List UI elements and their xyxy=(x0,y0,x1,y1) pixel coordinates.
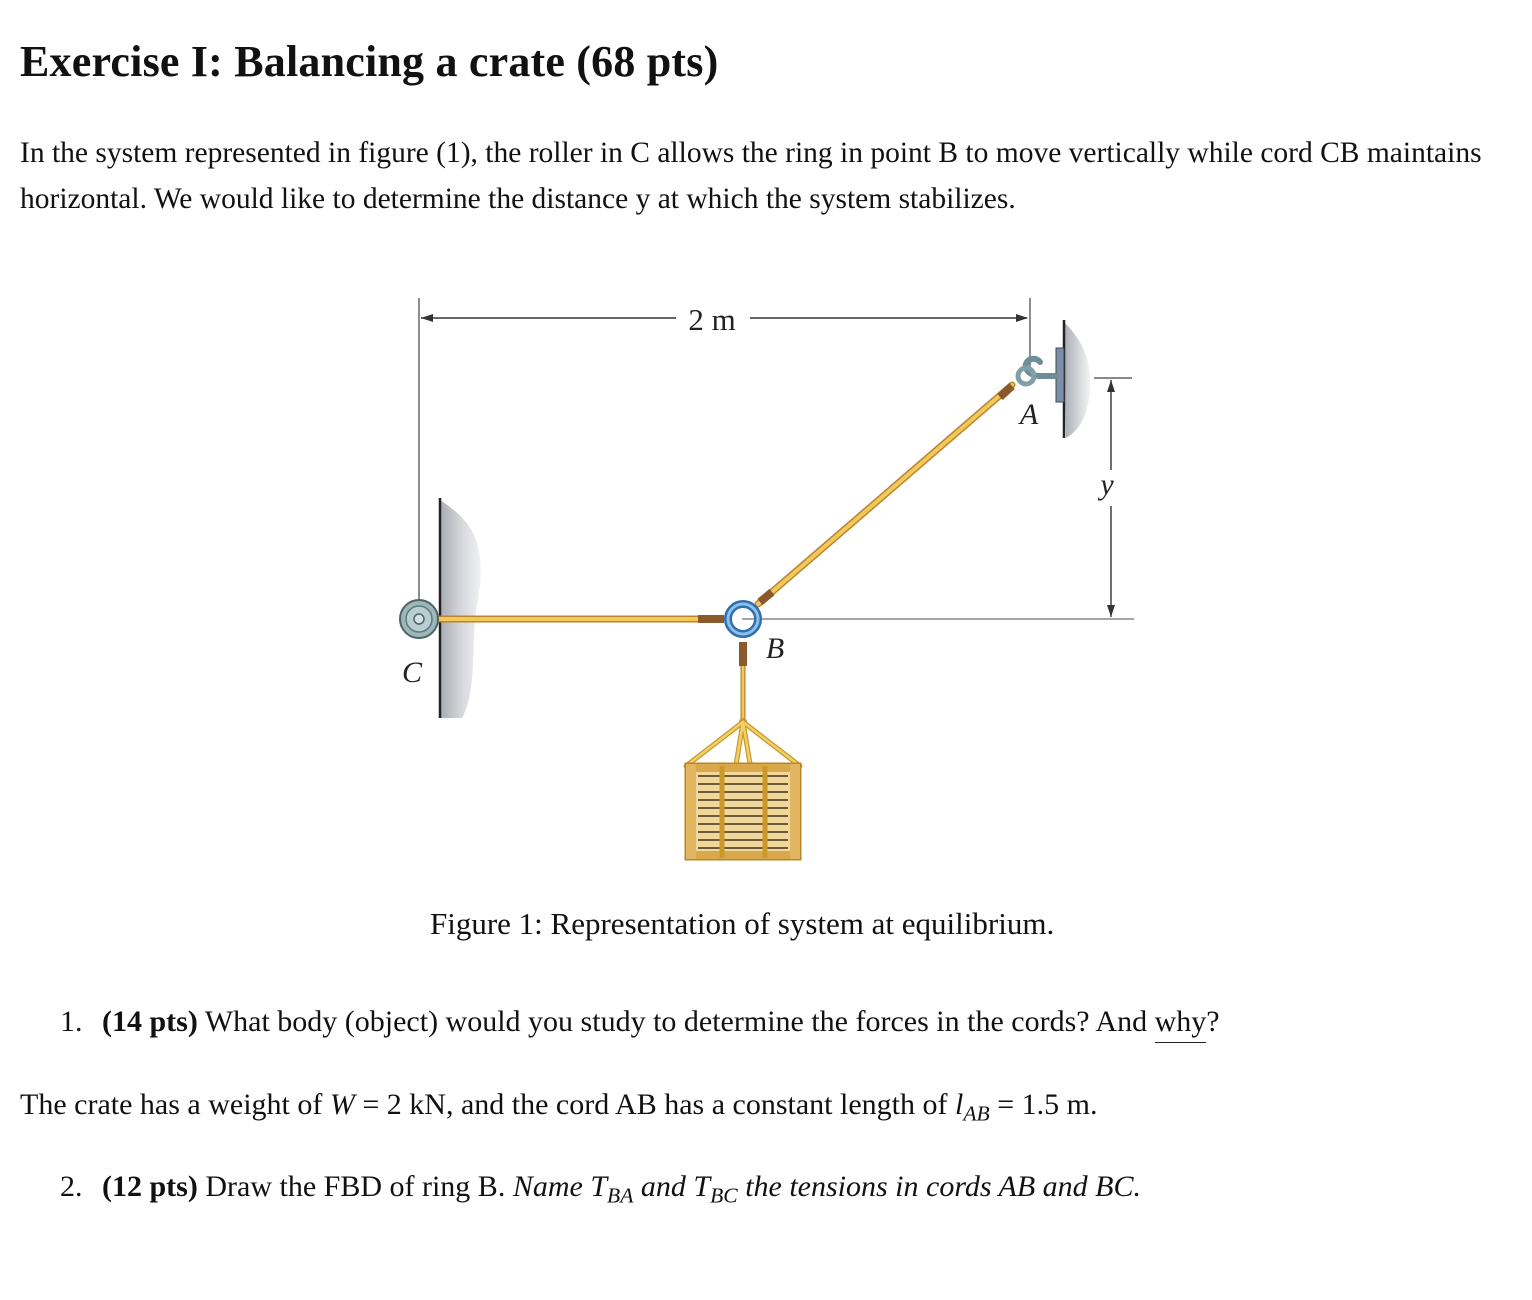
crate xyxy=(686,764,800,859)
right-wall xyxy=(1064,322,1090,438)
question-2-name: Name xyxy=(512,1170,583,1203)
question-2-text: Draw the FBD of ring B. xyxy=(205,1170,506,1203)
y-arrow-top xyxy=(1107,380,1115,392)
question-1-points: (14 pts) xyxy=(102,1005,198,1038)
question-1-number: 1. xyxy=(60,1005,83,1038)
question-1 xyxy=(60,1005,1220,1039)
question-2-points: (12 pts) xyxy=(102,1170,198,1203)
length-equation: = 1.5 m. xyxy=(989,1088,1098,1121)
weight-equation: = 2 kN, and the cord AB has a constant length of xyxy=(354,1088,955,1121)
tension-BC-symbol: T xyxy=(693,1170,711,1203)
given-statement xyxy=(20,1088,1098,1126)
question-2-and: and xyxy=(640,1170,686,1203)
eye-A xyxy=(1018,368,1034,384)
question-2 xyxy=(60,1170,1141,1208)
label-A: A xyxy=(1019,398,1039,431)
weight-symbol: W xyxy=(329,1088,355,1121)
tension-BC-subscript: BC xyxy=(710,1183,738,1208)
fitting-B-diag xyxy=(760,592,772,602)
tension-BA-subscript: BA xyxy=(607,1183,634,1208)
fitting-B-horiz xyxy=(698,615,724,623)
dim-arrow-left xyxy=(421,314,433,322)
question-2-tail: the tensions in cords AB and BC. xyxy=(745,1170,1142,1203)
dim-arrow-right xyxy=(1016,314,1028,322)
length-subscript: AB xyxy=(963,1101,990,1126)
intro-paragraph: In the system represented in figure (1), the roller in C allows the ring in point B to move vertically while cord CB maintains horizontal. We would like to determine the distance y at which the system stabilizes. xyxy=(20,137,1482,215)
dimension-label: 2 m xyxy=(688,302,736,337)
question-1-end: ? xyxy=(1206,1005,1220,1038)
question-2-number: 2. xyxy=(60,1170,83,1203)
length-symbol: l xyxy=(955,1088,964,1121)
y-arrow-bottom xyxy=(1107,605,1115,617)
given-text: The crate has a weight of xyxy=(20,1088,323,1121)
fitting-B-vert xyxy=(739,642,747,666)
question-1-text: What body (object) would you study to determine the forces in the cords? And xyxy=(204,1005,1148,1038)
label-C: C xyxy=(401,656,423,689)
tension-BA-symbol: T xyxy=(590,1170,608,1203)
figure-caption: Figure 1: Representation of system at equilibrium. xyxy=(430,906,1055,941)
label-y: y xyxy=(1100,468,1114,501)
label-B: B xyxy=(765,632,785,665)
left-wall xyxy=(440,500,481,718)
exercise-title: Exercise I: Balancing a crate (68 pts) xyxy=(20,37,719,86)
question-1-underlined-word: why xyxy=(1154,1005,1207,1038)
fitting-A xyxy=(1000,386,1012,397)
